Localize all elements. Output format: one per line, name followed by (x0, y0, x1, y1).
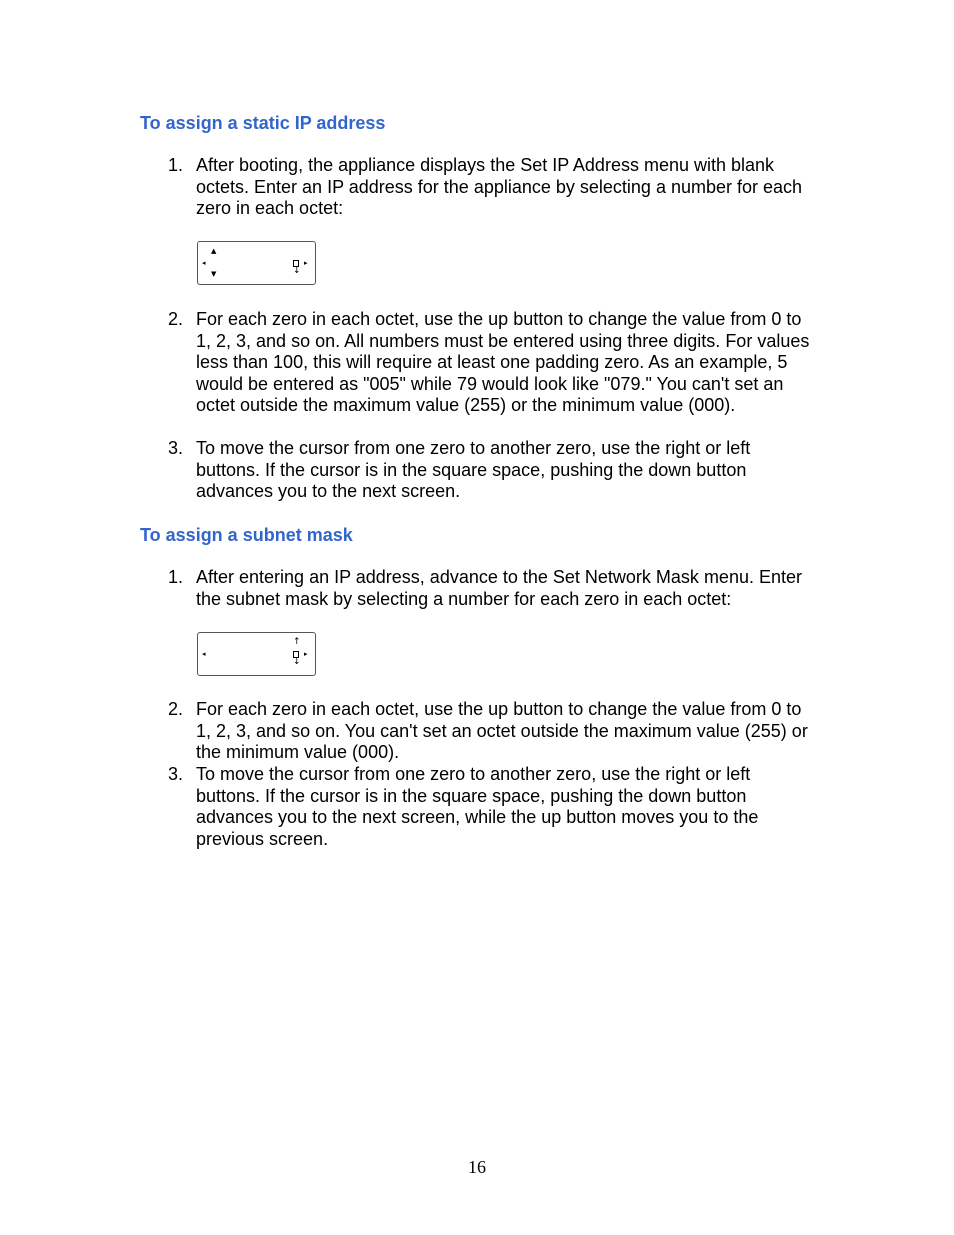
arrow-down-icon: ↓ (293, 266, 301, 276)
left-triangle-icon: ◂ (202, 650, 206, 658)
list-item (168, 155, 818, 220)
arrow-up-icon: ↑ (293, 637, 301, 647)
step-text: For each zero in each octet, use the up button to change the value from 0 to 1, 2, 3, and so on. All numbers must be entered using three digits. For values less than 100, this will require at least one padding zero. As an example, 5 would be entered as "005" while 79 would look like "079." You can't set an octet outside the maximum value (255) or the minimum value (000). (196, 309, 810, 416)
list-item (168, 699, 818, 764)
step-number: 1. (168, 567, 184, 587)
step-text: For each zero in each octet, use the up button to change the value from 0 to 1, 2, 3, and so on. You can't set an octet outside the maximum value (255) or the minimum value (000). (196, 699, 808, 763)
step-number: 3. (168, 438, 184, 458)
step-text: To move the cursor from one zero to another zero, use the right or left buttons. If the cursor is in the square space, pushing the down button advances you to the next screen. (196, 438, 751, 502)
list-item (168, 764, 818, 850)
step-text: After booting, the appliance displays the Set IP Address menu with blank octets. Enter an IP address for the appliance by selecting a number for each zero in each octet: (196, 155, 803, 219)
step-text: To move the cursor from one zero to another zero, use the right or left buttons. If the cursor is in the square space, pushing the down button advances you to the next screen, while the up button moves you to the previous screen. (196, 764, 759, 849)
step-text: After entering an IP address, advance to the Set Network Mask menu. Enter the subnet mask by selecting a number for each zero in each octet: (196, 567, 802, 609)
arrow-down-icon: ↓ (293, 657, 301, 667)
step-number: 2. (168, 309, 184, 329)
section-heading-subnet-mask: To assign a subnet mask (140, 525, 353, 545)
lcd-display-set-network-mask (197, 632, 316, 676)
step-number: 1. (168, 155, 184, 175)
up-triangle-icon: ▲ (211, 247, 217, 255)
left-triangle-icon: ◂ (202, 259, 206, 267)
list-item (168, 438, 818, 503)
lcd-display-set-ip (197, 241, 316, 285)
step-number: 2. (168, 699, 184, 719)
list-item (168, 309, 818, 417)
page-number: 16 (468, 1157, 486, 1177)
step-number: 3. (168, 764, 184, 784)
right-triangle-icon: ▸ (304, 259, 308, 267)
section-heading-static-ip: To assign a static IP address (140, 113, 386, 133)
down-triangle-icon: ▼ (211, 270, 217, 278)
right-triangle-icon: ▸ (304, 650, 308, 658)
list-item (168, 567, 818, 610)
